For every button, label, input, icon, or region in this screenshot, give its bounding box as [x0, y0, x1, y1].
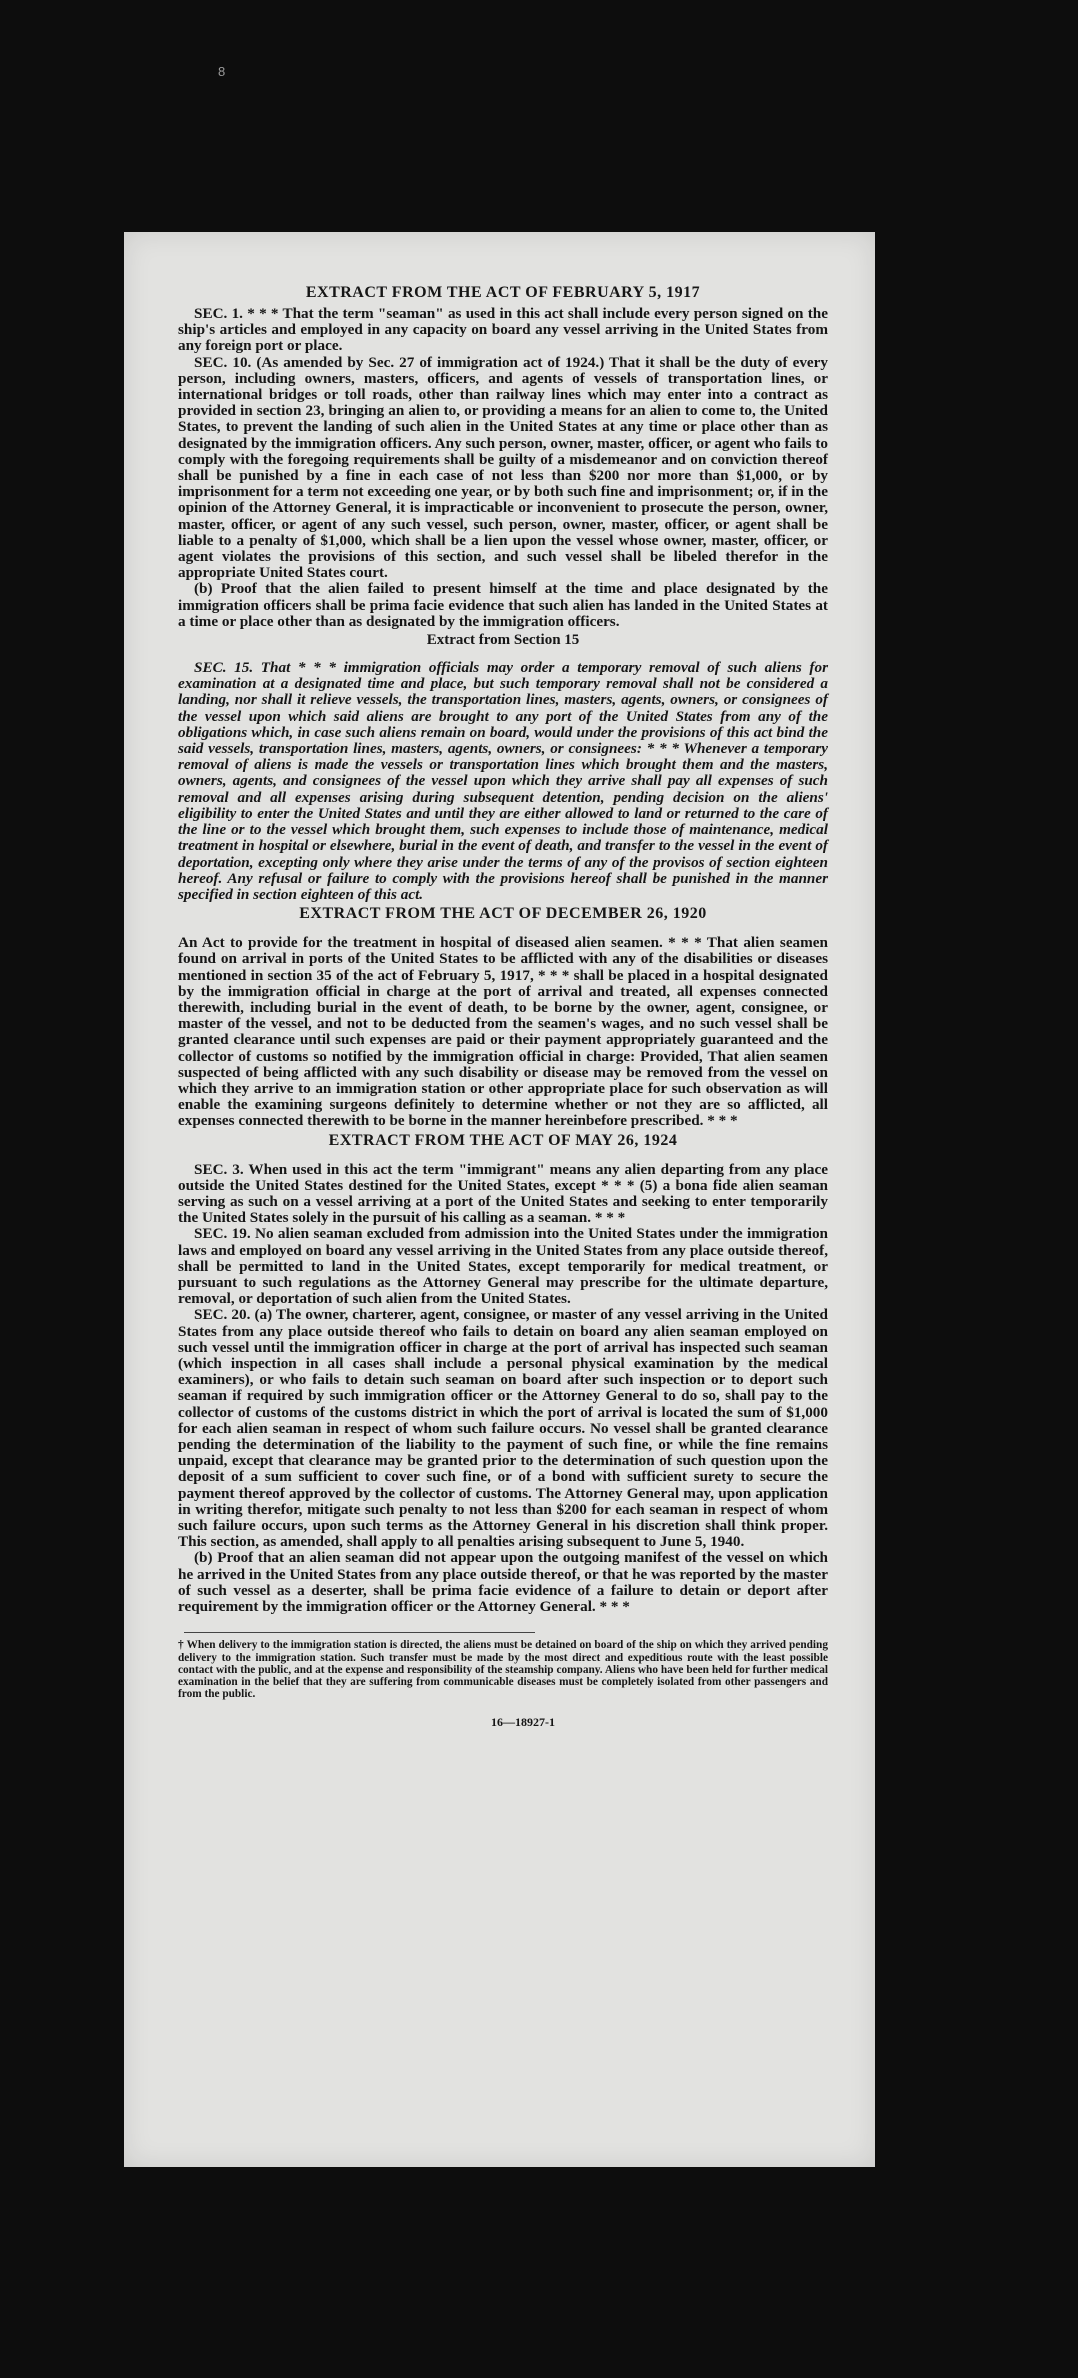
paragraph-sec-19: SEC. 19. No alien seaman excluded from admission into the United States under the immigration laws and employed on board any vessel arriving in the United States from any place outside thereof, shall be permitted to land in the United States, except temporarily for medical treatment, or pursuant to such regulations as the Attorney General may prescribe for the ultimate departure, removal, or deportation of such alien from the United States. — [178, 1225, 828, 1308]
paragraph-sec-10: SEC. 10. (As amended by Sec. 27 of immigration act of 1924.) That it shall be the duty of every person, including owners, masters, officers, and agents of vessels of transportation lines, or international bridges or toll roads, other than railway lines which may enter into a contract as provided in section 23, bringing an alien to, or providing a means for an alien to come to, the United States, to prevent the landing of such alien in the United States at any time or place other than as designated by the immigration officers. Any such person, owner, master, officer, or agent who fails to comply with the foregoing requirements shall be guilty of a misdemeanor and on conviction thereof shall be punished by a fine in each case of not less than $200 nor more than $1,000, or by imprisonment for a term not exceeding one year, or by both such fine and imprisonment; or, if in the opinion of the Attorney General, it is impracticable or inconvenient to prosecute the person, owner, master, officer, or agent of any such vessel, such person, owner, master, officer, or agent shall be liable to a penalty of $1,000, which shall be a lien upon the vessel whose owner, master, officer, or agent violates the provisions of this section, and such vessel shall be libeled therefor in the appropriate United States court. — [178, 353, 828, 582]
footnote: † When delivery to the immigration station is directed, the aliens must be detained on board of the ship on which they arrived pending delivery to the immigration station. Such transfer must be made by the most direct and expeditious route with the least possible contact with the public, and at the expense and responsibility of the steamship company. Aliens who have been held for further medical examination in the belief that they are suffering from communicable diseases must be completely isolated from other passengers and from the public. — [178, 1639, 828, 1701]
document-content — [178, 282, 828, 1730]
paragraph-sec-20-b: (b) Proof that an alien seaman did not appear upon the outgoing manifest of the vessel on which he arrived in the United States from any place outside thereof, or that he was reported by the master of such vessel as a deserter, shall be prima facie evidence of a failure to detain or deport after requirement by the immigration officer or the Attorney General. * * * — [178, 1549, 828, 1616]
scan-margin-mark: 8 — [218, 64, 226, 79]
heading-act-may-1924: EXTRACT FROM THE ACT OF MAY 26, 1924 — [328, 1131, 678, 1149]
paragraph-sec-10-b: (b) Proof that the alien failed to present himself at the time and place designated by the immigration officers shall be prima facie evidence that such alien has landed in the United States at a time or place other than as designated by the immigration officers. — [178, 580, 828, 630]
paragraph-sec-1: SEC. 1. * * * That the term "seaman" as used in this act shall include every person signed on the ship's articles and employed in any capacity on board any vessel arriving in the United States from any foreign port or place. — [178, 305, 828, 355]
footnote-divider — [184, 1632, 535, 1633]
heading-act-dec-1920: EXTRACT FROM THE ACT OF DECEMBER 26, 1920 — [299, 905, 707, 923]
paragraph-hospital-treatment: An Act to provide for the treatment in hospital of diseased alien seamen. * * * That alien seamen found on arrival in ports of the United States to be afflicted with any of the disabilities or diseases mentioned in section 35 of the act of February 5, 1917, * * * shall be placed in a hospital designated by the immigration official in charge at the port of arrival and treated, all expenses connected therewith, including burial in the event of death, to be borne by the owner, agent, consignee, or master of the vessel, and not to be deducted from the seamen's wages, and no such vessel shall be granted clearance until such expenses are paid or their payment appropriately guaranteed and the collector of customs so notified by the immigration official in charge: Provided, That alien seamen suspected of being afflicted with any such disability or disease may be removed from the vessel on which they arrive to an immigration station or other appropriate place for such observation as will enable the examining surgeons definitely to determine whether or not they are so afflicted, all expenses connected therewith to be borne in the manner hereinbefore prescribed. * * * — [178, 934, 828, 1130]
heading-act-feb-1917: EXTRACT FROM THE ACT OF FEBRUARY 5, 1917 — [305, 284, 701, 301]
paragraph-sec-3: SEC. 3. When used in this act the term "immigrant" means any alien departing from any place outside the United States destined for the United States, except * * * (5) a bona fide alien seaman serving as such on a vessel arriving at a port of the United States and seeking to enter temporarily the United States solely in the pursuit of his calling as a seaman. * * * — [178, 1160, 828, 1227]
subheading-section-15: Extract from Section 15 — [426, 632, 580, 649]
document-page — [124, 232, 875, 2167]
form-number: 16—18927-1 — [491, 1714, 555, 1729]
paragraph-sec-15: SEC. 15. That * * * immigration officials may order a temporary removal of such aliens for examination at a designated time and place, but such temporary removal shall not be considered a landing, nor shall it relieve vessels, the transportation lines, masters, agents, owners, or consignees of the vessel upon which said aliens are brought to any port of the United States from any of the obligations which, in case such aliens remain on board, would under the provisions of this act bind the said vessels, transportation lines, masters, agents, owners, or consignees: * * * Whenever a temporary removal of aliens is made the vessels or transportation lines which brought them and the masters, owners, agents, and consignees of the vessel upon which they arrive shall pay all expenses of such removal and all expenses arising during subsequent detention, pending decision on the aliens' eligibility to enter the United States and until they are either allowed to land or returned to the care of the line or to the vessel which brought them, such expenses to include those of maintenance, medical treatment in hospital or elsewhere, burial in the event of death, and transfer to the vessel in the event of deportation, excepting only where they arise under the terms of any of the provisos of section eighteen hereof. Any refusal or failure to comply with the provisions hereof shall be punished in the manner specified in section eighteen of this act. — [178, 659, 828, 903]
faint-print-stamp — [424, 1992, 724, 2026]
paragraph-sec-20-a: SEC. 20. (a) The owner, charterer, agent, consignee, or master of any vessel arriving in the United States from any place outside thereof who fails to detain on board any alien seaman employed on such vessel until the immigration officer in charge at the port of arrival has inspected such seaman (which inspection in all cases shall include a personal physical examination by the medical examiners), or who fails to detain such seaman on board after such inspection or to deport such seaman if required by such immigration officer or the Attorney General to do so, shall pay to the collector of customs of the customs district in which the port of arrival is located the sum of $1,000 for each alien seaman in respect of whom such failure occurs. No vessel shall be granted clearance pending the determination of the liability to the payment of such fine, or while the fine remains unpaid, except that clearance may be granted prior to the determination of such question upon the deposit of a sum sufficient to cover such fine, or of a bond with sufficient surety to secure the payment thereof approved by the collector of customs. The Attorney General may, upon application in writing therefor, mitigate such penalty to not less than $200 for each seaman in respect of whom such failure occurs, upon such terms as the Attorney General in his discretion shall think proper. This section, as amended, shall apply to all penalties arising subsequent to June 5, 1940. — [178, 1306, 828, 1551]
